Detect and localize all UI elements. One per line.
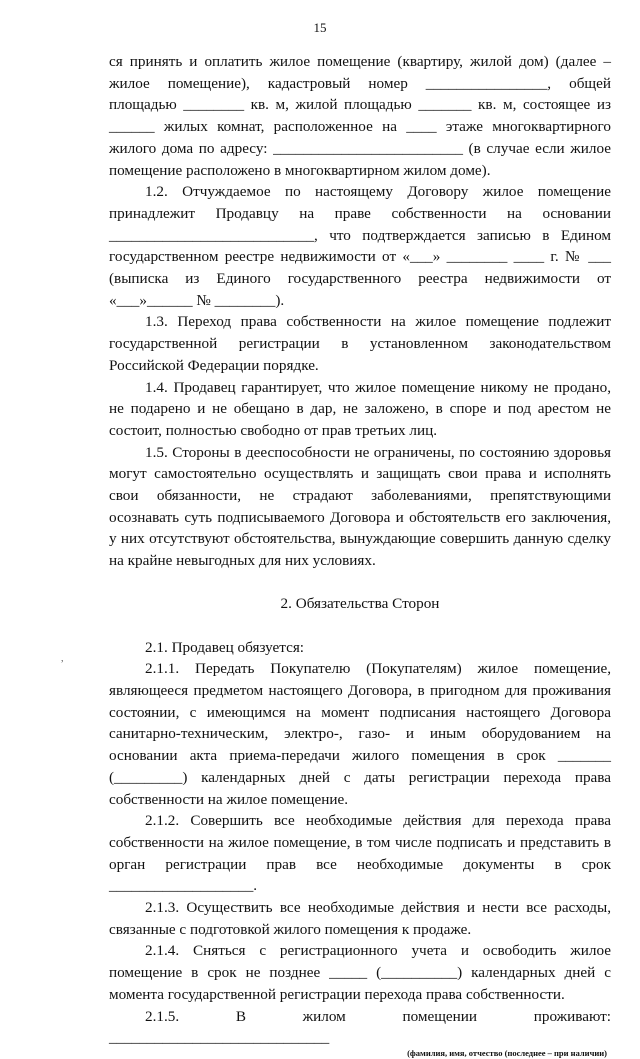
paragraph-2-1-5: 2.1.5. В жилом помещении проживают: _____________________________ <box>109 1007 611 1047</box>
paragraph-2-1-1: 2.1.1. Передать Покупателю (Покупателям) жилое помещение, являющееся предметом настоящего Договора, в пригодном для проживания состоянии, с имеющимся на момент подписания настоящего Договора санитарно-техническим, электро-, газо- и иным оборудованием на основании акта приема-передачи жилого помещения в срок _______ (_________) календарных дней с даты регистрации перехода права собственности на жилое помещение. <box>109 660 611 808</box>
margin-mark: , <box>61 653 64 664</box>
paragraph-2-1-4: 2.1.4. Сняться с регистрационного учета и освободить жилое помещение в срок не позднее _____ (__________) календарных дней с момента государственной регистрации перехода права собственности. <box>109 942 611 1003</box>
paragraph-1-5: 1.5. Стороны в дееспособности не ограничены, по состоянию здоровья могут самостоятельно осуществлять и защищать свои права и исполнять свои обязанности, не страдают заболеваниями, препятствующими осознавать суть подписываемого Договора и обстоятельств его заключения, у них отсутствуют обстоятельства, вынуждающие совершить данную сделку на крайне невыгодных для них условиях. <box>109 443 611 570</box>
paragraph-1-3: 1.3. Переход права собственности на жилое помещение подлежит государственной регистрации в установленном законодательством Российской Федерации порядке. <box>109 313 611 374</box>
paragraph-2-1-2: 2.1.2. Совершить все необходимые действия для перехода права собственности на жилое помещение, в том числе подписать и представить в орган регистрации прав все необходимые документы в срок ___________________. <box>109 812 611 895</box>
paragraph-1-4: 1.4. Продавец гарантирует, что жилое помещение никому не продано, не подарено и не обещано в дар, не заложено, в споре и под арестом не состоит, полностью свободно от прав третьих лиц. <box>109 378 611 439</box>
page-number: 15 <box>313 20 327 35</box>
paragraph-intro: ся принять и оплатить жилое помещение (квартиру, жилой дом) (далее – жилое помещение), кадастровый номер ________________, общей площадью ________ кв. м, жилой площадью _______ кв. м, состоящее из ______ жилых комнат, расположенное на ____ этаже многоквартирного жилого дома по адресу: _________________________ (в случае если жилое помещение расположено в многоквартирном жилом доме). <box>109 53 611 179</box>
paragraph-1-2: 1.2. Отчуждаемое по настоящему Договору жилое помещение принадлежит Продавцу на праве собственности на основании ___________________________, что подтверждается записью в Едином государственном реестре недвижимости от «___» ________ ____ г. № ___ (выписка из Единого государственного реестра недвижимости от «___»______ № ________). <box>109 183 611 309</box>
section-2-heading: 2. Обязательства Сторон <box>280 594 440 612</box>
paragraph-2-1: 2.1. Продавец обязуется: <box>145 638 305 656</box>
footnote-fio: (фамилия, имя, отчество (последнее – при наличии) <box>407 1047 607 1058</box>
document-body <box>109 51 611 1059</box>
paragraph-2-1-3: 2.1.3. Осуществить все необходимые действия и нести все расходы, связанные с подготовкой жилого помещения к продаже. <box>109 899 611 938</box>
